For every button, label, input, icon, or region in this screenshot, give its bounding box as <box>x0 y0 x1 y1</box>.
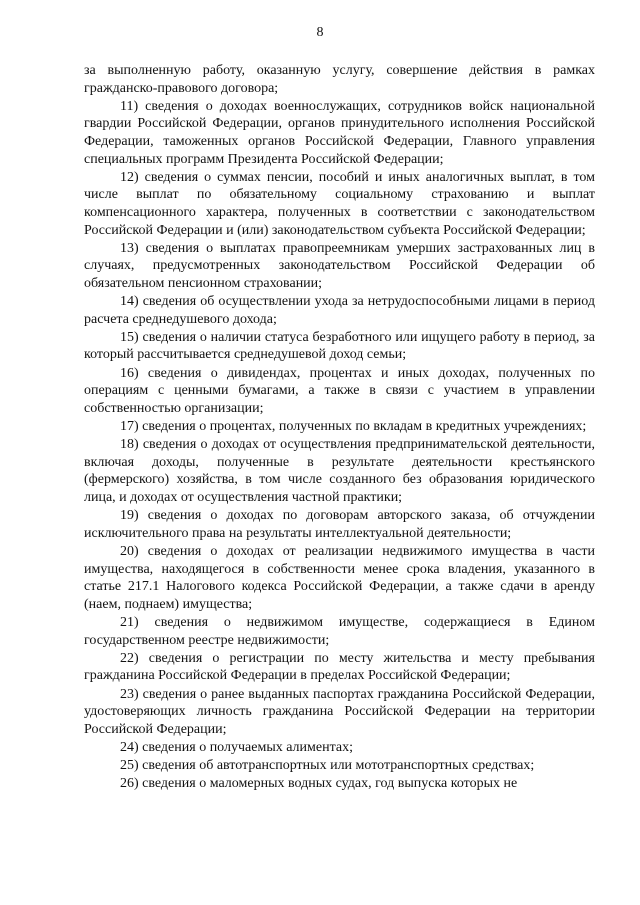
paragraph-item-16: 16) сведения о дивидендах, процентах и иных доходах, полученных по операциям с ценными бумагами, а также в связи с участием в управлении собственностью организации; <box>84 365 595 416</box>
paragraph-item-15: 15) сведения о наличии статуса безработного или ищущего работу в период, за который рассчитывается среднедушевой доход семьи; <box>84 329 595 363</box>
paragraph-item-26: 26) сведения о маломерных водных судах, год выпуска которых не <box>120 776 518 792</box>
paragraph-item-22: 22) сведения о регистрации по месту жительства и месту пребывания гражданина Российской Федерации в пределах Российской Федерации; <box>84 650 595 684</box>
page-number: 8 <box>316 25 324 40</box>
paragraph-item-21: 21) сведения о недвижимом имуществе, содержащиеся в Едином государственном реестре недвижимости; <box>84 614 595 648</box>
paragraph-item-24: 24) сведения о получаемых алиментах; <box>120 739 353 755</box>
paragraph-continuation: за выполненную работу, оказанную услугу, совершение действия в рамках гражданско-правового договора; <box>84 63 595 96</box>
paragraph-item-11: 11) сведения о доходах военнослужащих, сотрудников войск национальной гвардии Российской Федерации, органов принудительного исполнения Российской Федерации, таможенных органов Российской Федерации, Главного управления специальных программ Президента Российской Федерации; <box>84 98 595 167</box>
paragraph-item-23: 23) сведения о ранее выданных паспортах гражданина Российской Федерации, удостоверяющих личность гражданина Российской Федерации на территории Российской Федерации; <box>84 686 595 737</box>
paragraph-item-19: 19) сведения о доходах по договорам авторского заказа, об отчуждении исключительного права на результаты интеллектуальной деятельности; <box>84 508 595 541</box>
paragraph-item-17: 17) сведения о процентах, полученных по вкладам в кредитных учреждениях; <box>120 419 587 435</box>
paragraph-item-14: 14) сведения об осуществлении ухода за нетрудоспособными лицами в период расчета среднедушевого дохода; <box>84 294 595 327</box>
paragraph-item-13: 13) сведения о выплатах правопреемникам умерших застрахованных лиц в случаях, предусмотренных законодательством Российской Федерации об обязательном пенсионном страховании; <box>84 240 595 291</box>
paragraph-item-25: 25) сведения об автотранспортных или мототранспортных средствах; <box>120 758 535 774</box>
document-body <box>84 62 595 793</box>
paragraph-item-12: 12) сведения о суммах пенсии, пособий и иных аналогичных выплат, в том числе выплат по обязательному социальному страхованию и выплат компенсационного характера, полученных в соответствии с законодательством Российской Федерации и (или) законодательством субъекта Российской Федерации; <box>84 169 595 238</box>
paragraph-item-18: 18) сведения о доходах от осуществления предпринимательской деятельности, включая доходы, полученные в результате деятельности крестьянского (фермерского) хозяйства, в том числе созданного без образования юридического лица, и доходах от осуществления частной практики; <box>84 437 595 505</box>
paragraph-item-20: 20) сведения о доходах от реализации недвижимого имущества в части имущества, находящегося в собственности менее срока владения, указанного в статье 217.1 Налогового кодекса Российской Федерации, а также сдачи в аренду (наем, поднаем) имущества; <box>84 543 595 612</box>
